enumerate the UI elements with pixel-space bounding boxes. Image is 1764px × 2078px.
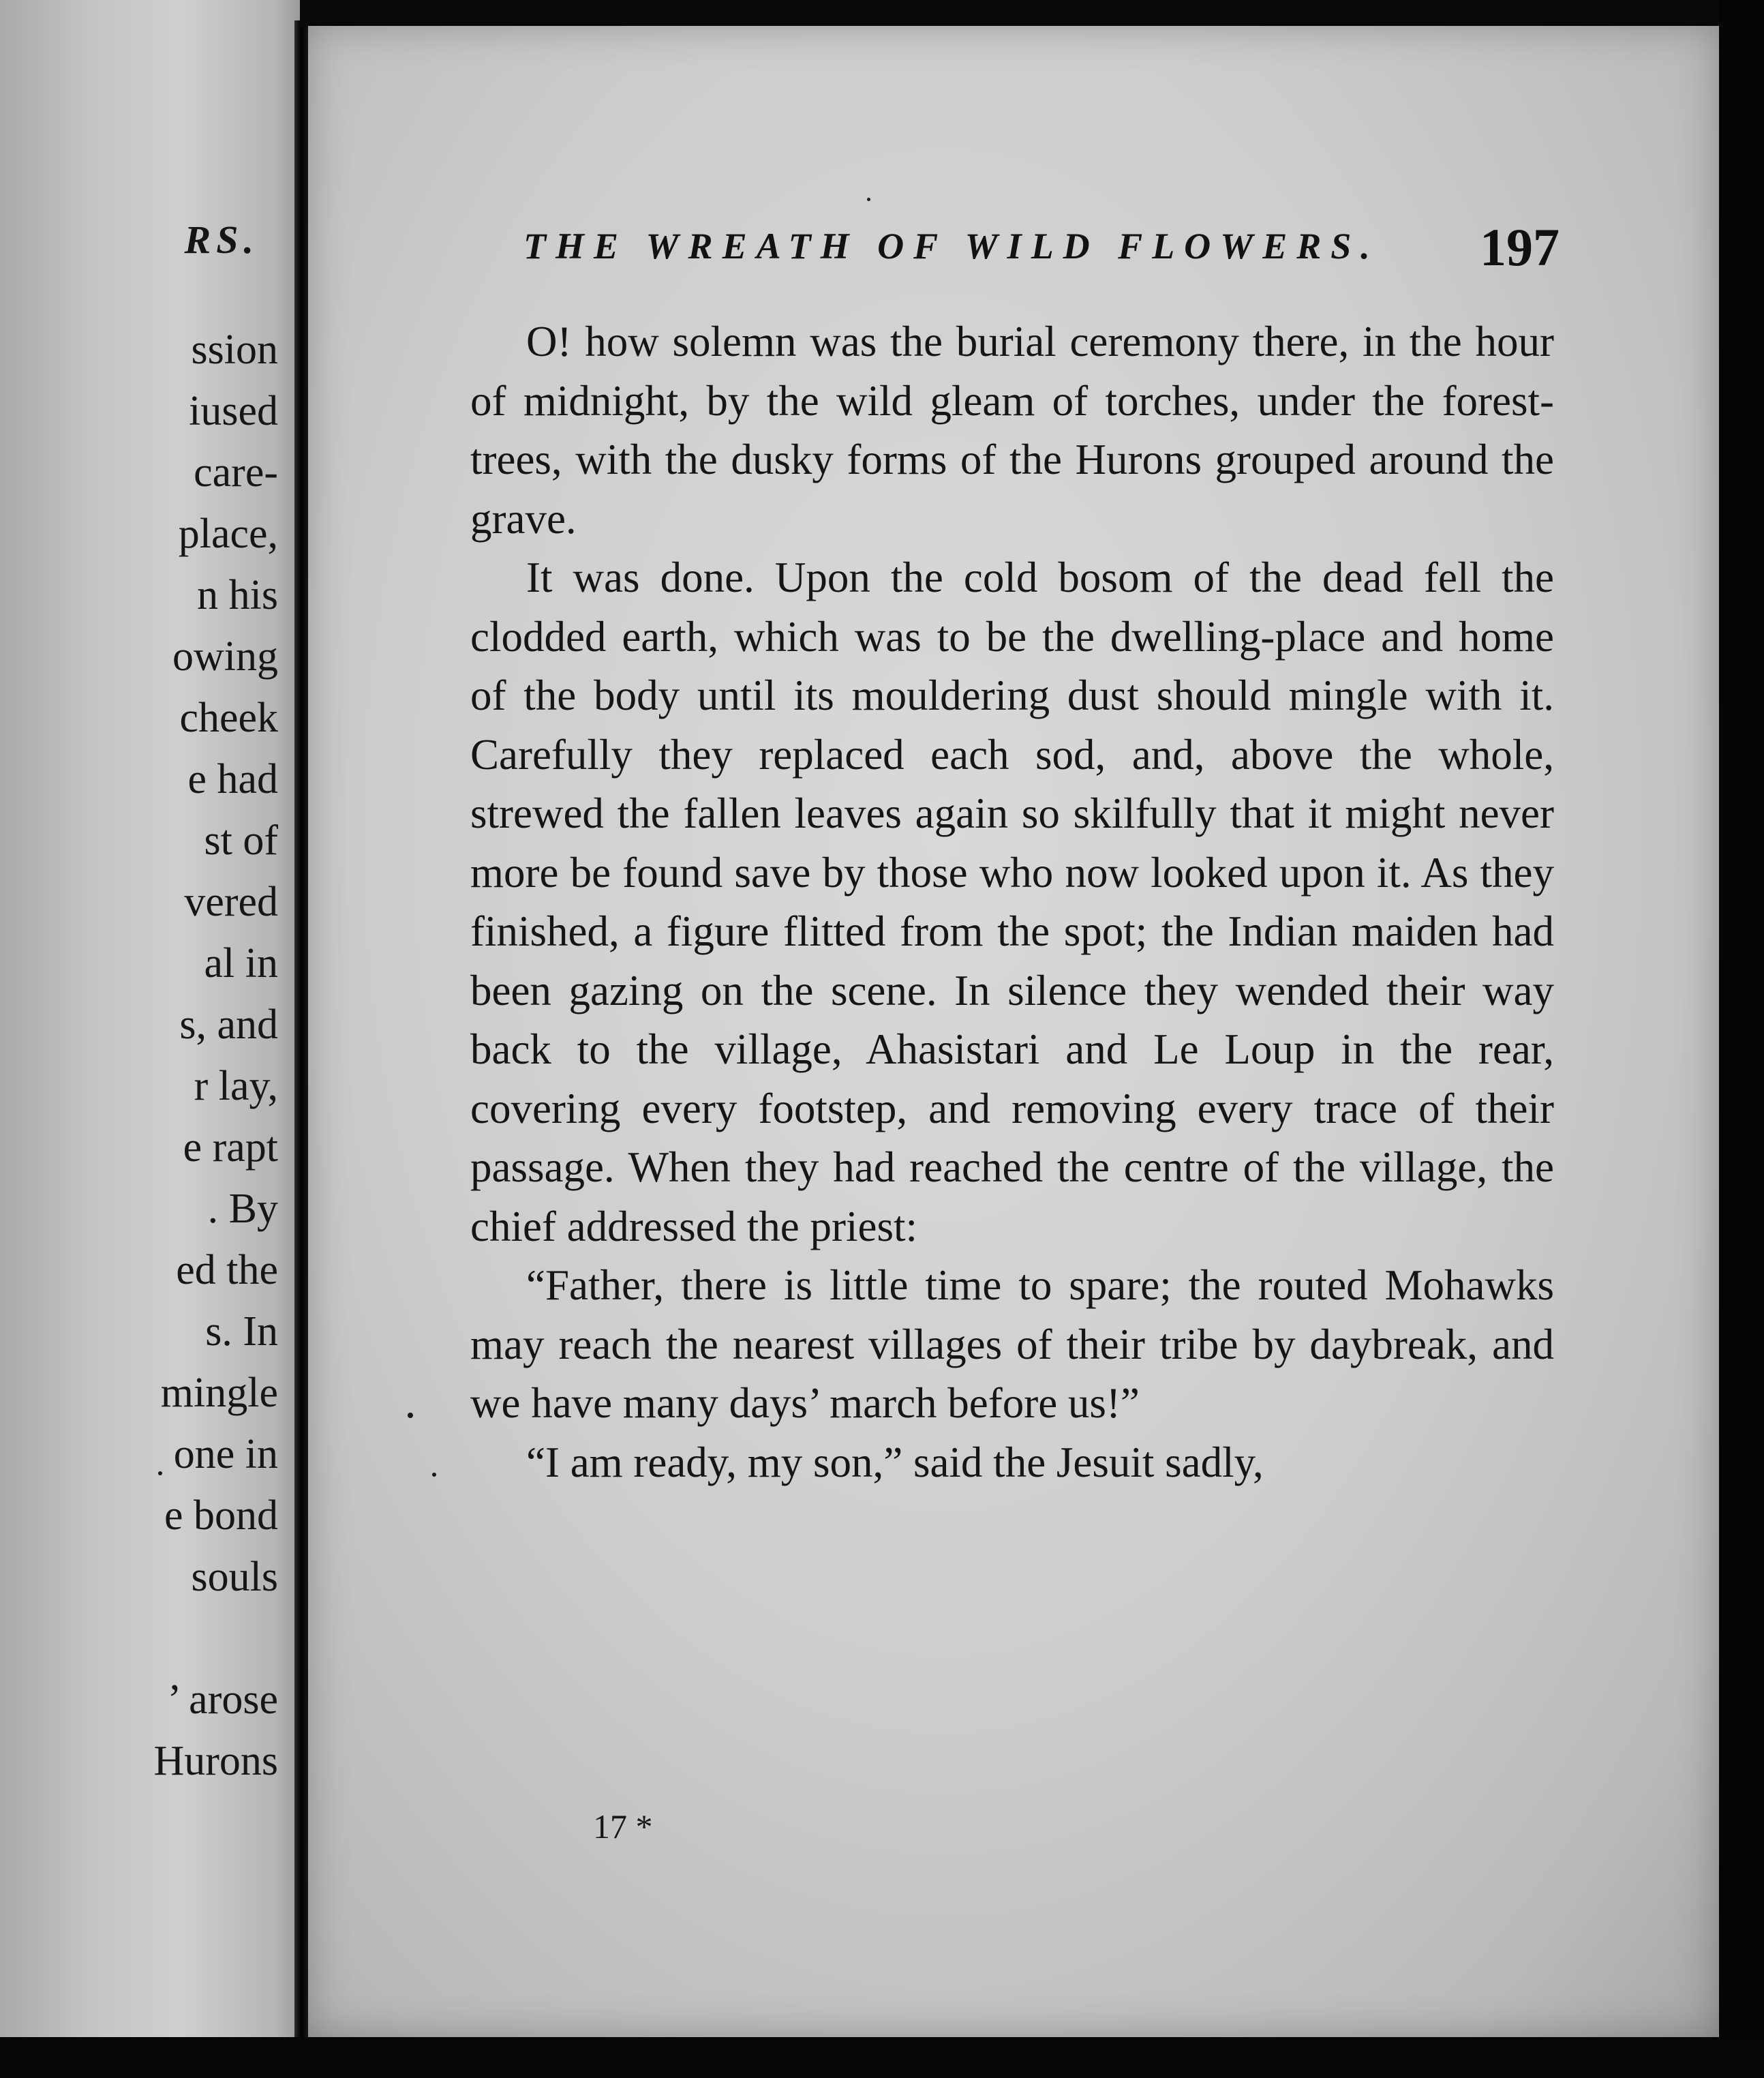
paragraph: It was done. Upon the cold bosom of the dead fell the clodded earth, which was to be the dwelling-place and home of the body until its mouldering dust should mingle with it. Carefully they replaced each sod, and, above the whole, strewed the fallen leaves again so skilfully that it might never more be found save by those who now looked upon it. As they finished, a figure flitted from the spot; the Indian maiden had been gazing on the scene. In silence they wended their way back to the village, Ahasistari and Le Loup in the rear, covering every footstep, and removing every trace of their passage. When they had reached the centre of the village, the chief addressed the priest: <box>470 554 1554 1250</box>
left-line-fragment: cheek <box>179 695 278 741</box>
running-title: THE WREATH OF WILD FLOWERS. <box>523 226 1380 267</box>
paragraph: “Father, there is little time to spare; the routed Mohawks may reach the nearest villages of their tribe by daybreak, and we have many days’ march before us!” <box>470 1261 1554 1427</box>
scan-border-right <box>1719 0 1764 2078</box>
left-line-fragment: st of <box>204 817 278 864</box>
page-number: 197 <box>1480 217 1560 277</box>
left-running-head-fragment: RS. <box>184 217 259 262</box>
ink-speck <box>432 1473 436 1477</box>
left-line-fragment: r lay, <box>194 1063 278 1109</box>
left-line-fragment: owing <box>172 633 278 680</box>
left-line-fragment: e rapt <box>183 1124 278 1171</box>
left-line-fragment: n his <box>197 572 278 618</box>
ink-speck <box>867 198 870 201</box>
left-line-fragment: one in <box>173 1431 278 1477</box>
body-text <box>470 312 1554 1492</box>
left-line-fragment: e bond <box>164 1492 278 1539</box>
left-line-fragment: s, and <box>179 1002 278 1048</box>
left-line-fragment: ’ arose <box>167 1676 278 1723</box>
left-line-fragment: ssion <box>191 327 278 373</box>
left-page-line-fragments <box>0 319 278 1792</box>
paragraph: O! how solemn was the burial ceremony there, in the hour of midnight, by the wild gleam of torches, under the forest-trees, with the dusky forms of the Hurons grouped around the grave. <box>470 318 1554 543</box>
left-line-fragment: s. In <box>205 1308 278 1355</box>
signature-mark: 17 * <box>593 1807 653 1846</box>
left-page-fragment <box>0 0 300 2078</box>
book-gutter <box>294 20 309 2038</box>
ink-speck <box>408 1413 413 1418</box>
left-line-fragment: care- <box>194 449 278 496</box>
running-header <box>523 217 1560 285</box>
ink-speck <box>158 1471 162 1475</box>
left-line-fragment: . By <box>207 1186 278 1232</box>
left-line-fragment: souls <box>191 1554 278 1600</box>
left-line-fragment <box>0 1608 278 1669</box>
left-line-fragment: iused <box>189 388 278 434</box>
left-line-fragment: place, <box>178 511 278 557</box>
paragraph: “I am ready, my son,” said the Jesuit sadly, <box>526 1438 1264 1486</box>
left-line-fragment: mingle <box>160 1370 278 1416</box>
left-line-fragment: al in <box>204 940 278 987</box>
left-line-fragment: ed the <box>176 1247 278 1293</box>
scan-border-top <box>300 0 1764 27</box>
left-line-fragment: vered <box>184 879 278 925</box>
left-line-fragment: e had <box>187 756 278 802</box>
scan-border-bottom <box>0 2037 1764 2078</box>
left-line-fragment: Hurons <box>153 1738 278 1784</box>
